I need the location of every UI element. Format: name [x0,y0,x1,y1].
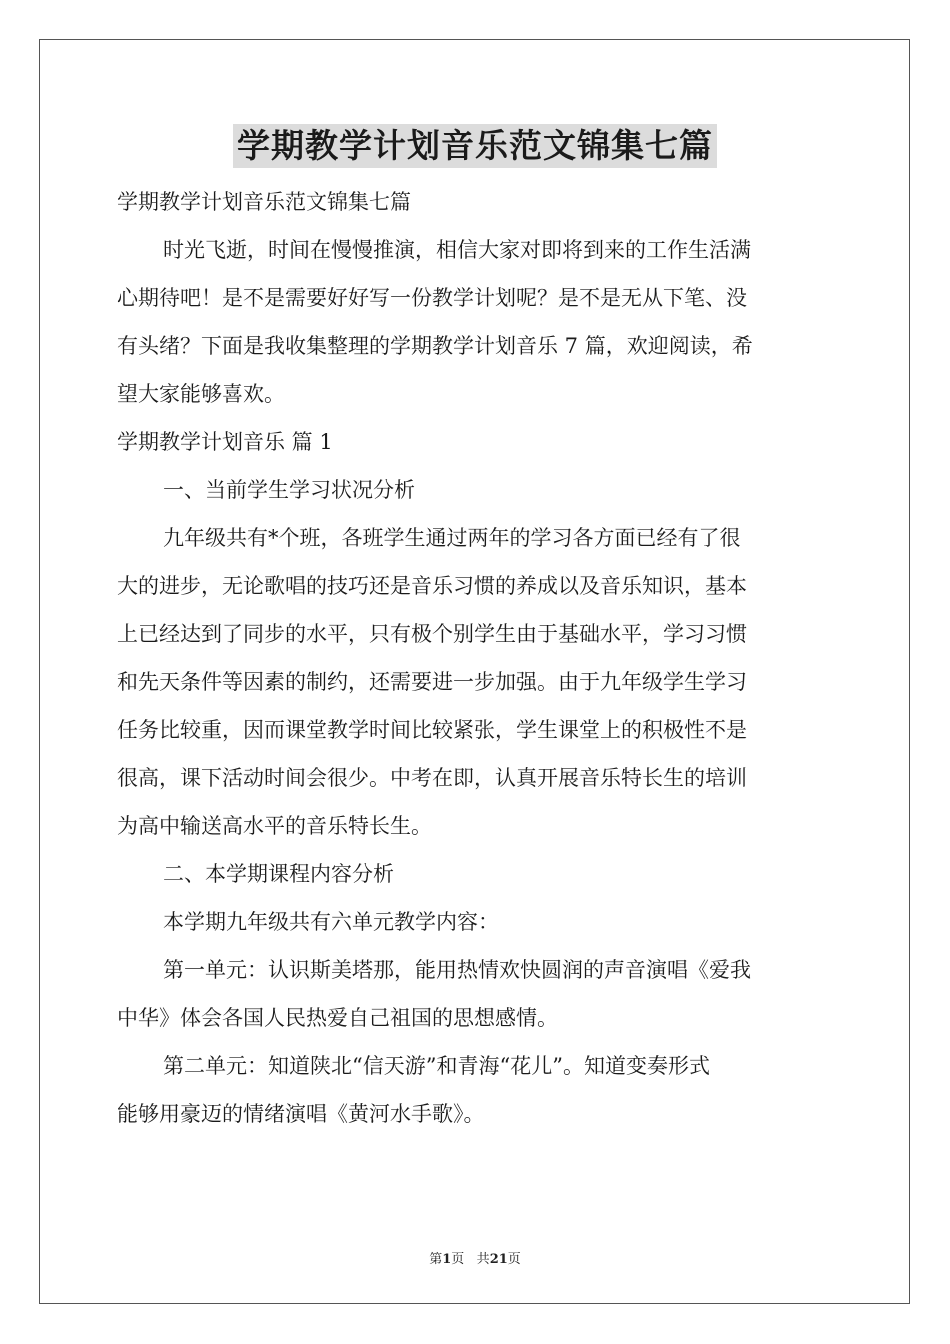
text-line: 望大家能够喜欢。 [117,382,285,406]
text-line: 和先天条件等因素的制约，还需要进一步加强。由于九年级学生学习 [117,670,747,694]
text-line: 有头绪？下面是我收集整理的学期教学计划音乐 7 篇，欢迎阅读，希 [117,334,753,358]
footer-total-pages: 21 [489,1252,508,1267]
footer-page-label: 第 [429,1252,443,1267]
text-line: 很高，课下活动时间会很少。中考在即，认真开展音乐特长生的培训 [117,766,747,790]
text-line: 时光飞逝，时间在慢慢推演，相信大家对即将到来的工作生活满 [163,238,751,262]
text-line: 二、本学期课程内容分析 [163,862,394,886]
text-line: 任务比较重，因而课堂教学时间比较紧张，学生课堂上的积极性不是 [117,718,747,742]
text-line: 能够用豪迈的情绪演唱《黄河水手歌》。 [117,1102,485,1126]
title-container [0,124,950,168]
text-line: 上已经达到了同步的水平，只有极个别学生由于基础水平，学习习惯 [117,622,747,646]
document-title: 学期教学计划音乐范文锦集七篇 [233,124,717,168]
footer-page-suffix: 页 [451,1252,465,1267]
page-footer [0,1248,950,1267]
text-line: 第二单元：知道陕北“信天游”和青海“花儿”。知道变奏形式 [163,1054,710,1078]
text-line: 学期教学计划音乐范文锦集七篇 [117,190,411,214]
footer-total-suffix: 页 [507,1252,521,1267]
document-body [117,178,833,1138]
text-line: 大的进步，无论歌唱的技巧还是音乐习惯的养成以及音乐知识，基本 [117,574,747,598]
text-line: 第一单元：认识斯美塔那，能用热情欢快圆润的声音演唱《爱我 [163,958,751,982]
text-line: 中华》体会各国人民热爱自己祖国的思想感情。 [117,1006,558,1030]
text-line: 本学期九年级共有六单元教学内容： [163,910,499,934]
footer-total-label: 共 [476,1252,490,1267]
text-line: 学期教学计划音乐 篇 1 [117,430,333,454]
text-line: 心期待吧！是不是需要好好写一份教学计划呢？是不是无从下笔、没 [117,286,747,310]
footer-page-number: 1 [442,1252,452,1267]
text-line: 一、当前学生学习状况分析 [163,478,415,502]
text-line: 为高中输送高水平的音乐特长生。 [117,814,432,838]
text-line: 九年级共有*个班，各班学生通过两年的学习各方面已经有了很 [163,526,741,550]
